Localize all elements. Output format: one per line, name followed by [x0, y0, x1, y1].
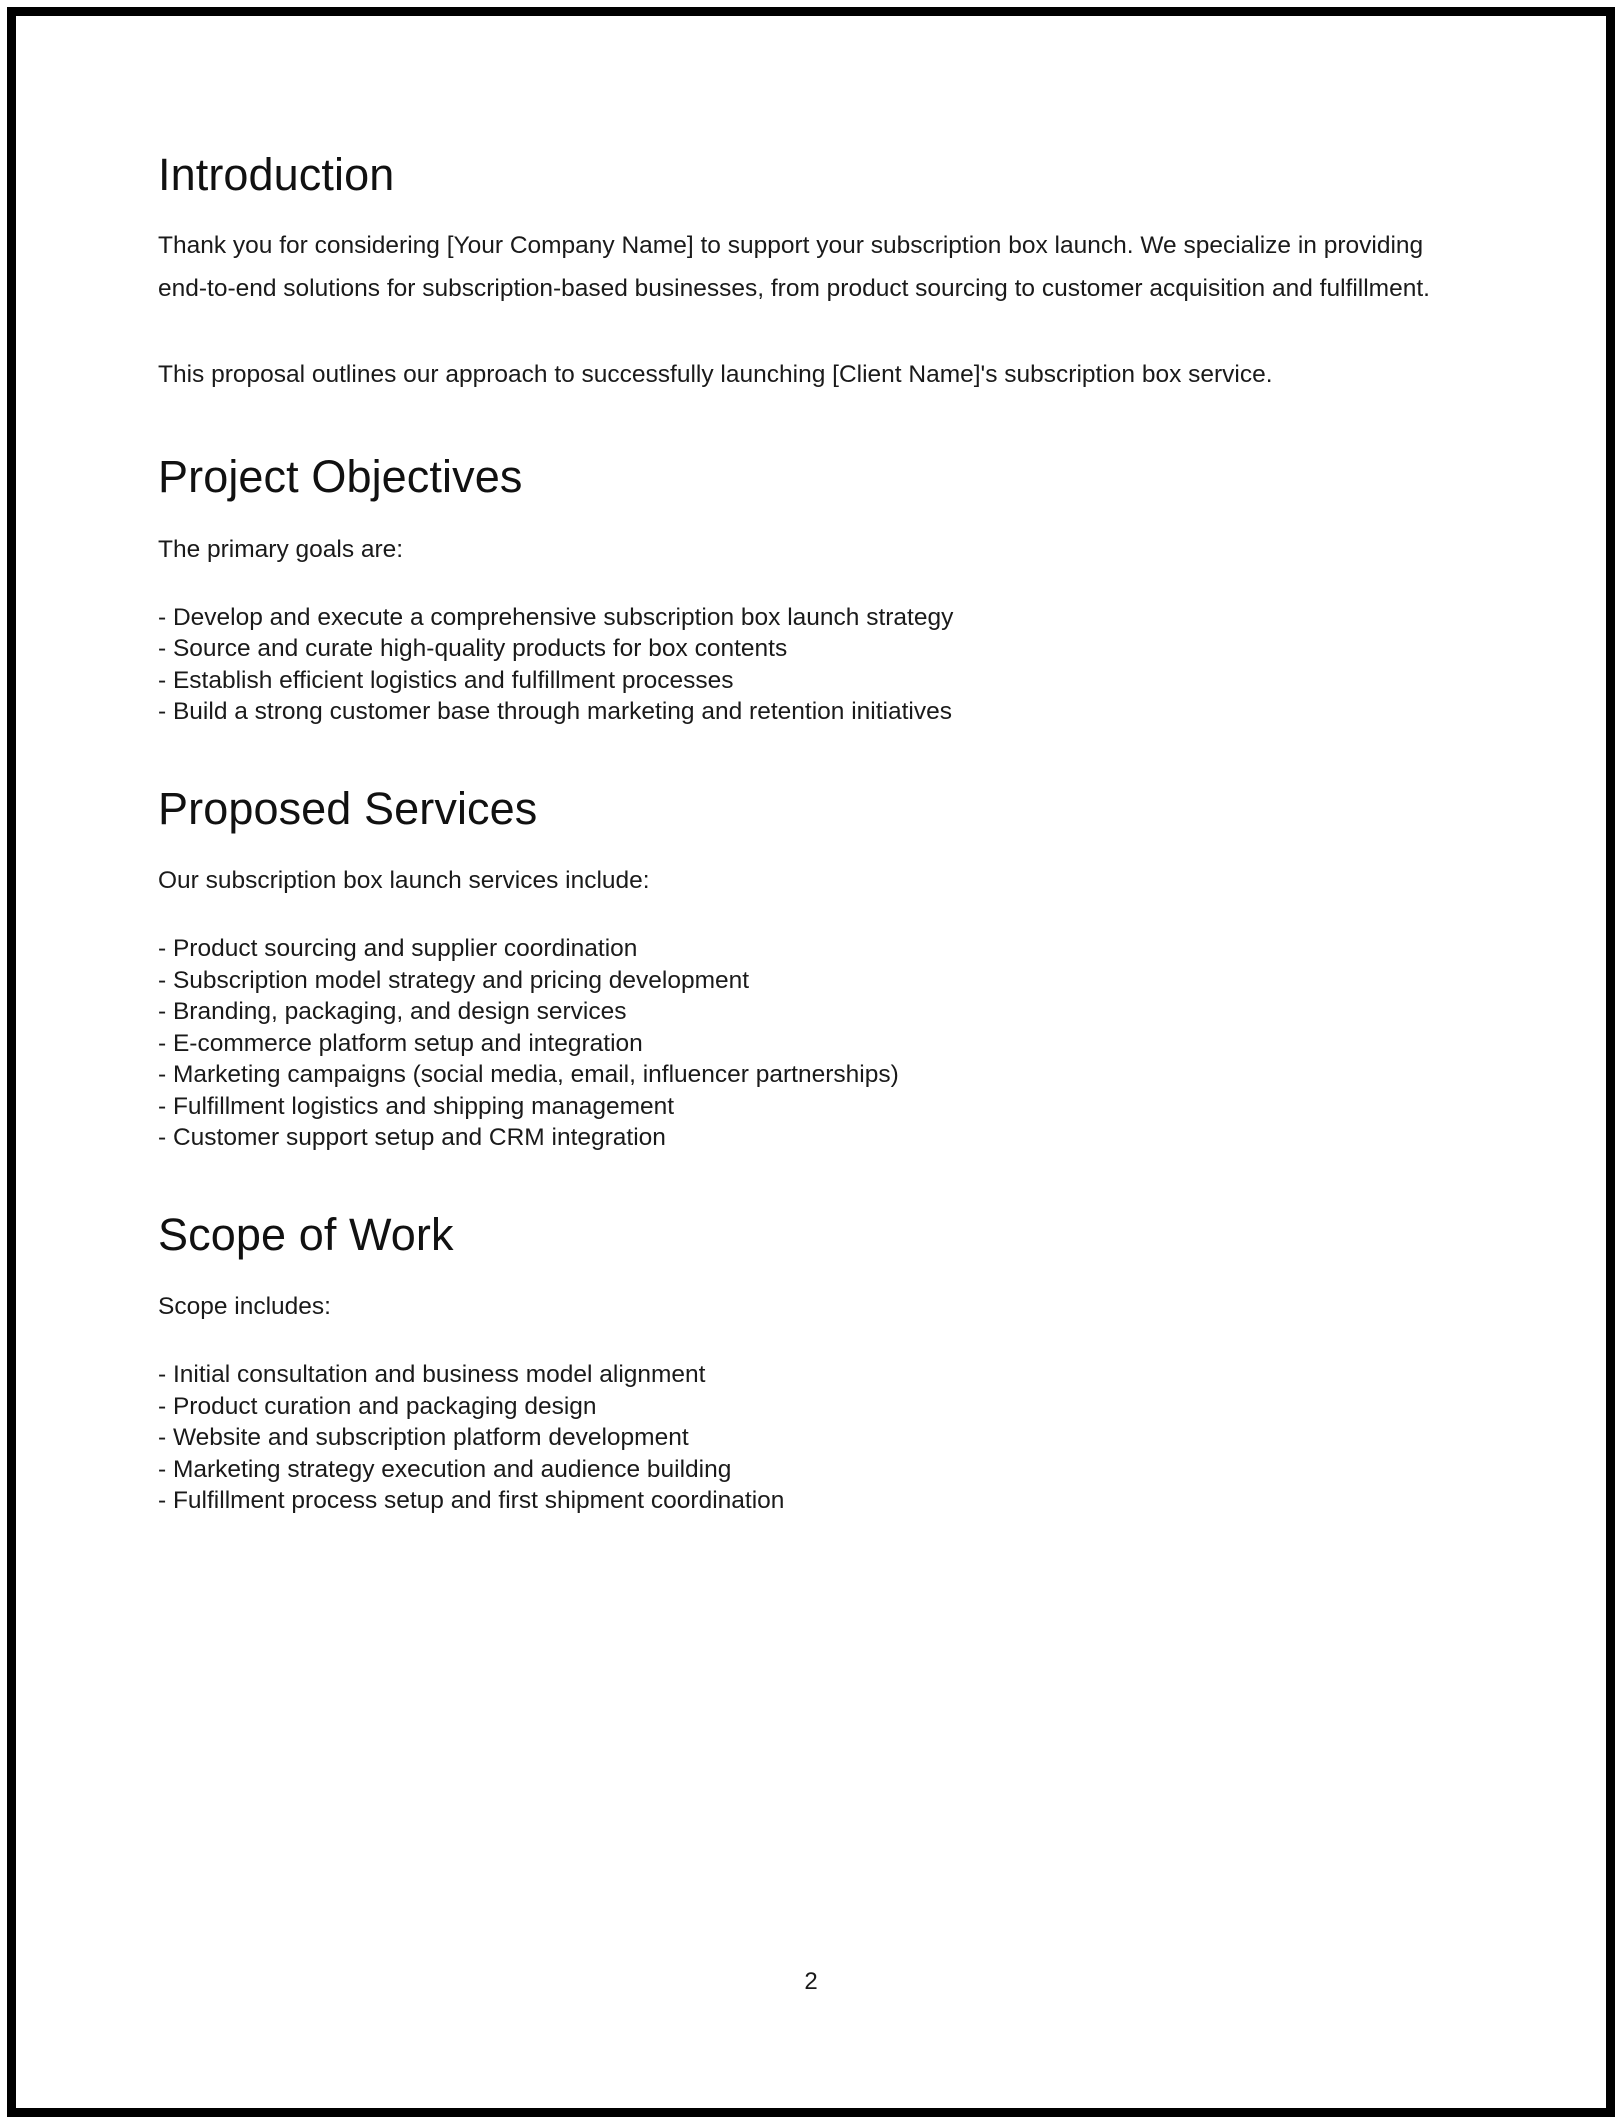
project-objectives-lead: The primary goals are: — [158, 535, 404, 563]
spacer — [158, 571, 1468, 602]
spacer — [158, 902, 1468, 933]
list-item: - Product curation and packaging design — [158, 1392, 597, 1420]
introduction-paragraph-2: This proposal outlines our approach to successfully launching [Client Name]'s subscription box service. — [158, 361, 1273, 389]
proposed-services-list — [158, 933, 1468, 1154]
section-scope-of-work — [158, 1210, 1468, 1517]
list-item: - Marketing campaigns (social media, email, influencer partnerships) — [158, 1061, 899, 1089]
scope-of-work-list — [158, 1359, 1468, 1517]
document-content — [158, 150, 1468, 1517]
list-item: - Product sourcing and supplier coordination — [158, 935, 638, 963]
page-number: 2 — [804, 1968, 818, 1995]
proposed-services-lead: Our subscription box launch services include: — [158, 867, 650, 895]
list-item: - Build a strong customer base through marketing and retention initiatives — [158, 698, 952, 726]
list-item: - Customer support setup and CRM integration — [158, 1124, 666, 1152]
section-introduction — [158, 150, 1468, 396]
list-item: - Fulfillment logistics and shipping management — [158, 1092, 675, 1120]
list-item: - Fulfillment process setup and first shipment coordination — [158, 1487, 785, 1515]
list-item: - Marketing strategy execution and audience building — [158, 1455, 732, 1483]
spacer — [158, 1154, 1468, 1210]
introduction-paragraph-1: Thank you for considering [Your Company Name] to support your subscription box launch. We specialize in providing end-to-end solutions for subscription-based businesses, from product sourcing to customer acquisition and fulfillment. — [158, 232, 1430, 303]
section-proposed-services — [158, 784, 1468, 1154]
project-objectives-list — [158, 602, 1468, 728]
spacer — [158, 728, 1468, 784]
list-item: - Subscription model strategy and pricing development — [158, 966, 750, 994]
list-item: - Branding, packaging, and design services — [158, 998, 627, 1026]
list-item: - Initial consultation and business model alignment — [158, 1361, 706, 1389]
list-item: - E-commerce platform setup and integration — [158, 1029, 643, 1057]
spacer — [158, 1328, 1468, 1359]
section-project-objectives — [158, 452, 1468, 727]
heading-scope-of-work: Scope of Work — [158, 1208, 454, 1260]
heading-proposed-services: Proposed Services — [158, 782, 538, 834]
spacer — [158, 396, 1468, 452]
heading-introduction: Introduction — [158, 149, 395, 200]
scope-of-work-lead: Scope includes: — [158, 1293, 331, 1321]
spacer — [158, 503, 1468, 528]
spacer — [158, 1260, 1468, 1285]
list-item: - Website and subscription platform development — [158, 1424, 689, 1452]
heading-project-objectives: Project Objectives — [158, 451, 523, 503]
list-item: - Establish efficient logistics and fulfillment processes — [158, 666, 734, 694]
spacer — [158, 834, 1468, 859]
list-item: - Develop and execute a comprehensive subscription box launch strategy — [158, 603, 954, 631]
list-item: - Source and curate high-quality products for box contents — [158, 635, 788, 663]
